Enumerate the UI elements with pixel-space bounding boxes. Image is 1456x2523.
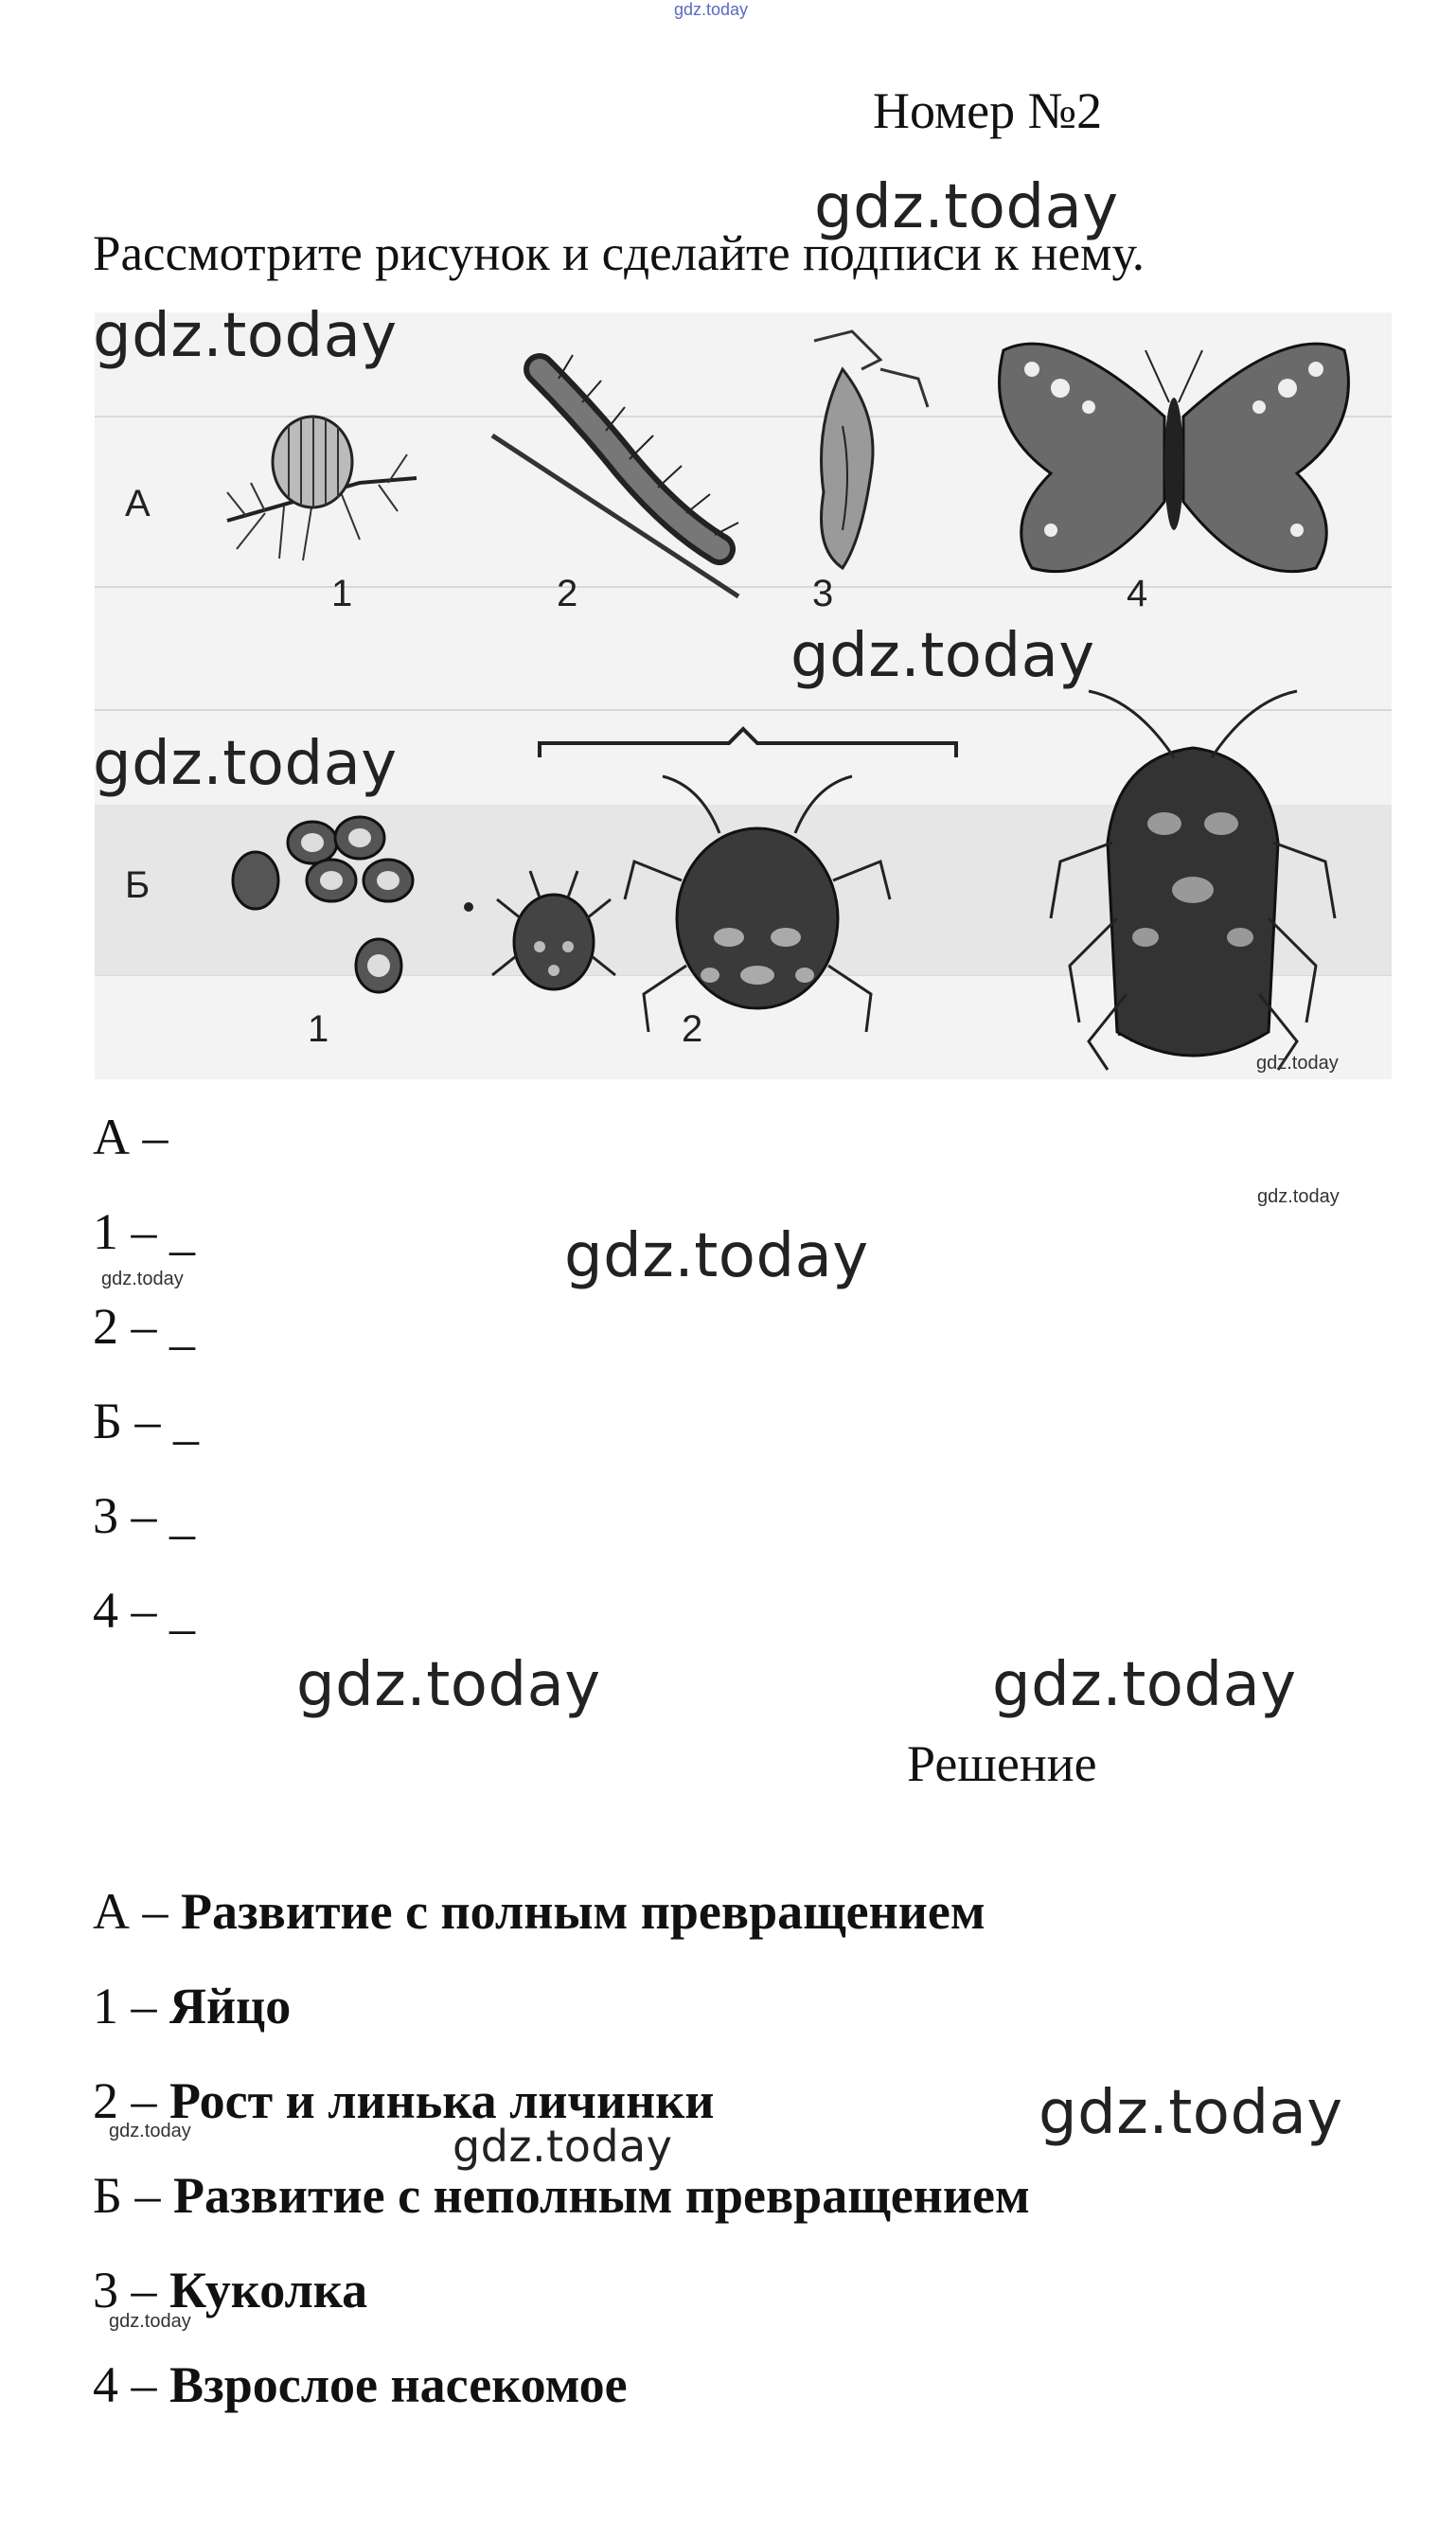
watermark: gdz.today	[564, 1221, 869, 1291]
watermark: gdz.today	[296, 1650, 601, 1720]
answer-line-b: Б – Развитие с неполным превращением	[93, 2167, 1030, 2224]
b-label-1: 1	[308, 1008, 329, 1050]
a-label-4: 4	[1127, 573, 1148, 614]
top-watermark: gdz.today	[674, 0, 749, 19]
watermark: gdz.today	[814, 172, 1119, 242]
b-label-2: 2	[682, 1008, 703, 1050]
a-label-3: 3	[812, 573, 834, 614]
caterpillar-icon	[492, 355, 738, 596]
answer-line-4: 4 – Взрослое насекомое	[93, 2356, 628, 2413]
blank-line-3: 3 – _	[93, 1487, 195, 1544]
watermark-small: gdz.today	[1256, 1053, 1339, 1074]
butterfly-icon	[1000, 344, 1349, 572]
blank-line-1: 1 – _	[93, 1203, 195, 1260]
blank-line-b: Б – _	[93, 1393, 200, 1449]
insect-development-figure	[95, 312, 1392, 1079]
watermark: gdz.today	[93, 729, 398, 799]
solution-heading: Решение	[907, 1735, 1097, 1792]
watermark-small: gdz.today	[1257, 1186, 1340, 1207]
task-text: Рассмотрите рисунок и сделайте подписи к нему.	[93, 226, 1145, 281]
a-label-1: 1	[331, 573, 353, 614]
blank-line-2: 2 – _	[93, 1298, 195, 1355]
row-a-label: А	[125, 483, 151, 524]
watermark-small: gdz.today	[109, 2121, 191, 2141]
answer-line-3: 3 – Куколка	[93, 2262, 368, 2319]
a-label-2: 2	[557, 573, 578, 614]
answer-line-1: 1 – Яйцо	[93, 1978, 292, 2034]
egg-on-leaf-icon	[227, 417, 417, 560]
watermark: gdz.today	[1039, 2078, 1343, 2148]
row-b-label: Б	[125, 864, 151, 906]
watermark: gdz.today	[453, 2121, 673, 2172]
page-title: Номер №2	[873, 82, 1103, 139]
watermark-small: gdz.today	[101, 1269, 184, 1289]
answer-line-2: 2 – Рост и линька личинки	[93, 2072, 715, 2129]
watermark: gdz.today	[93, 301, 398, 371]
watermark-small: gdz.today	[109, 2311, 191, 2332]
watermark: gdz.today	[790, 621, 1095, 691]
pupa-icon	[814, 331, 928, 568]
answer-line-a: А – Развитие с полным превращением	[93, 1883, 985, 1940]
blank-line-4: 4 – _	[93, 1582, 195, 1639]
watermark: gdz.today	[992, 1650, 1297, 1720]
blank-line-a: А –	[93, 1109, 169, 1165]
